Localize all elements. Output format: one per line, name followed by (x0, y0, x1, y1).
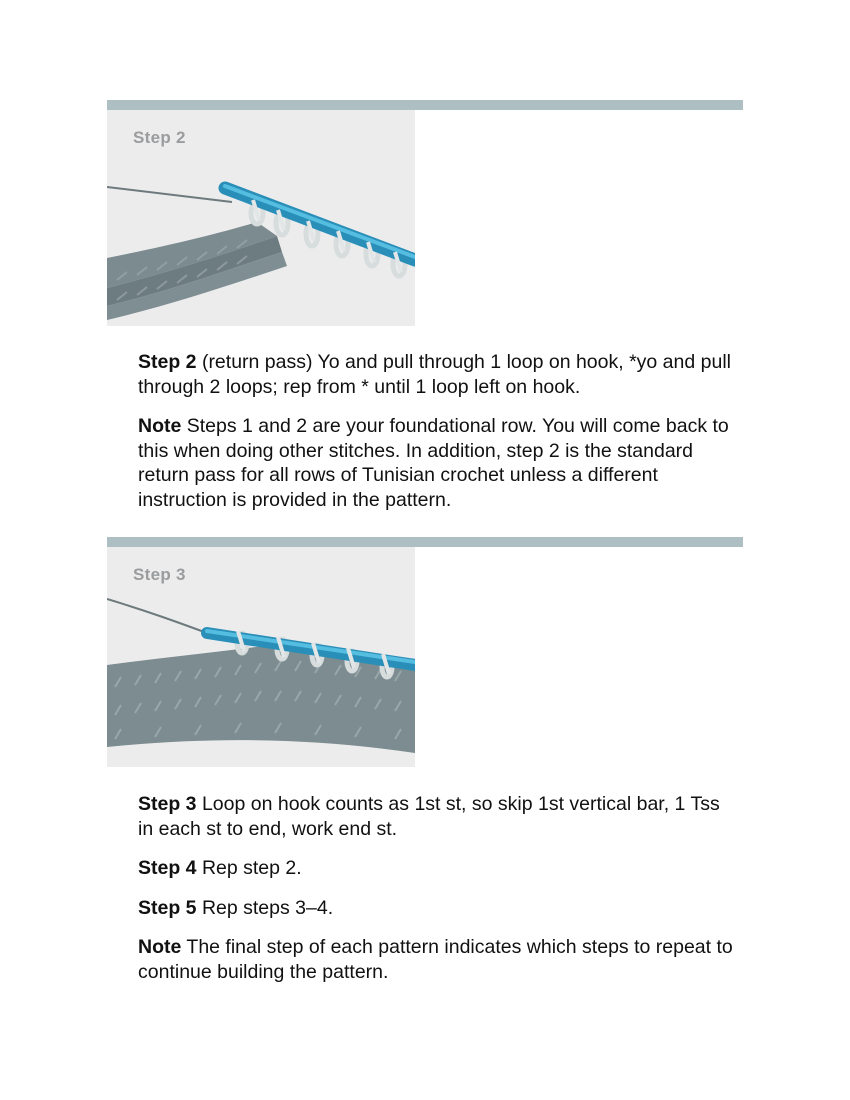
section-1-text (138, 350, 738, 527)
step-3-paragraph (138, 792, 738, 841)
note-paragraph (138, 414, 738, 512)
paragraph-label: Step 5 (138, 896, 197, 919)
paragraph-text: Rep steps 3–4. (196, 896, 334, 919)
photo-step-label: Step 3 (133, 565, 186, 584)
step-3-photo (107, 547, 415, 767)
paragraph-label: Step 2 (138, 351, 197, 373)
step-4-paragraph (138, 856, 738, 881)
paragraph-label: Note (138, 415, 182, 437)
paragraph-text: Steps 1 and 2 are your foundational row. You will come back to this when doing other stitches. In addition, step 2 is the standard return pass for all rows of Tunisian crochet unless a different instruction is provided in the pattern. (138, 415, 729, 511)
paragraph-text: Rep step 2. (196, 857, 302, 879)
step-5-paragraph (138, 896, 738, 921)
paragraph-label: Step 4 (138, 857, 197, 879)
paragraph-label: Note (138, 936, 182, 958)
photo-step-label: Step 2 (133, 128, 186, 147)
section-divider (107, 537, 743, 547)
paragraph-text: Loop on hook counts as 1st st, so skip 1st vertical bar, 1 Tss in each st to end, work end st. (138, 793, 720, 840)
section-2-text (138, 792, 738, 999)
section-divider (107, 100, 743, 110)
note-paragraph (138, 935, 738, 984)
paragraph-label: Step 3 (138, 793, 197, 815)
step-2-paragraph (138, 350, 738, 399)
paragraph-text: The final step of each pattern indicates which steps to repeat to continue building the pattern. (138, 936, 733, 983)
paragraph-text: (return pass) Yo and pull through 1 loop on hook, *yo and pull through 2 loops; rep from * until 1 loop left on hook. (138, 351, 731, 398)
step-2-photo (107, 110, 415, 326)
